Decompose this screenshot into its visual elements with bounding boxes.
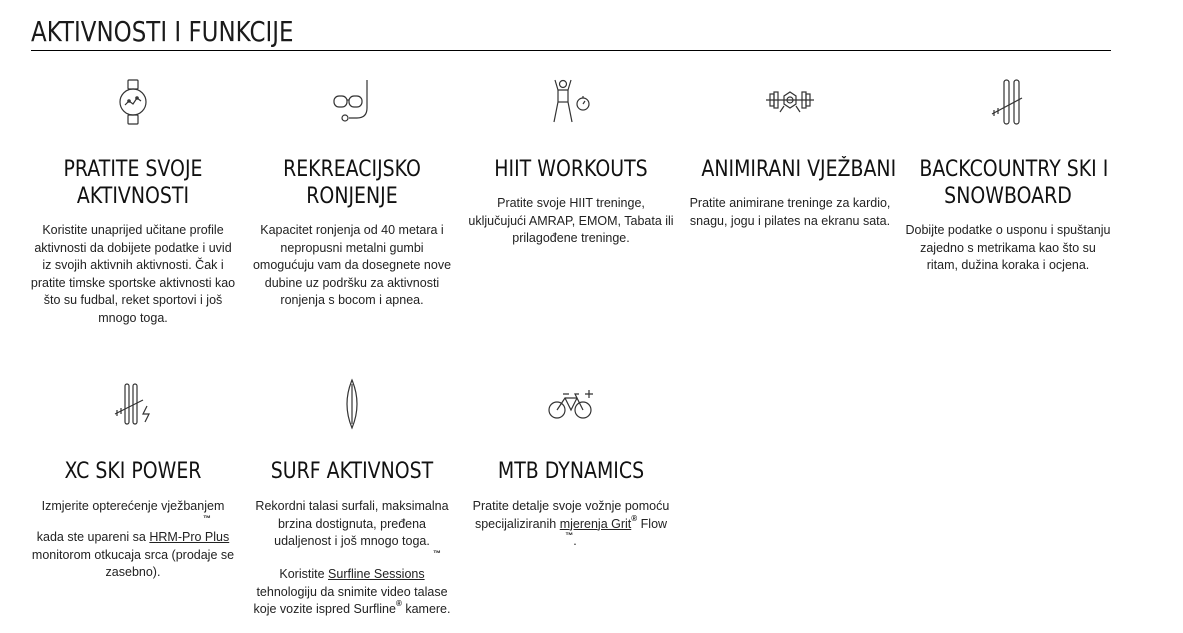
feature-description: Pratite animirane treninge za kardio, snagu, jogu i pilates na ekranu sata. bbox=[689, 196, 891, 228]
hrm-pro-plus-link[interactable]: HRM-Pro Plus bbox=[149, 530, 230, 544]
feature-description: Rekordni talasi surfali, maksimalna brzina dostignuta, pređena udaljenost i još mnogo toga. ™ Koristite Surfline Sessions tehnologiju da snimite video talase koje vozite ispred Surfline® kamere. bbox=[253, 499, 451, 616]
surfboard-icon bbox=[324, 376, 380, 432]
mountain-bike-icon bbox=[543, 376, 599, 432]
feature-description: Pratite detalje svoje vožnje pomoću specijaliziranih mjerenja Grit® Flow ™. bbox=[472, 499, 670, 548]
feature-title: PRATITE SVOJE AKTIVNOSTI bbox=[63, 157, 203, 209]
grit-flow-link[interactable]: mjerenja Grit bbox=[559, 516, 632, 531]
surfline-sessions-link[interactable]: Surfline Sessions bbox=[328, 567, 425, 581]
feature-title: HIIT WORKOUTS bbox=[494, 157, 648, 182]
snorkel-mask-icon bbox=[324, 74, 380, 130]
feature-title: MTB DYNAMICS bbox=[497, 459, 645, 484]
feature-title: XC SKI POWER bbox=[64, 459, 202, 484]
feature-title: BACKCOUNTRY SKI I SNOWBOARD bbox=[919, 157, 1109, 209]
feature-title: ANIMIRANI VJEŽBANI bbox=[701, 157, 897, 182]
section-title: AKTIVNOSTI I FUNKCIJE bbox=[31, 15, 294, 48]
watch-activity-icon bbox=[105, 74, 161, 130]
feature-description: Koristite unaprijed učitane profile aktivnosti da dobijete podatke i uvid iz svojih aktivnih aktivnosti. Čak i pratite timske sportske aktivnosti kao što su fudbal, reket sportovi i još mnogo toga. bbox=[30, 223, 236, 325]
feature-description: Dobijte podatke o usponu i spuštanju zajedno s metrikama kao što su ritam, dužina koraka i ocjena. bbox=[905, 223, 1111, 272]
hiit-person-timer-icon bbox=[543, 74, 599, 130]
feature-title: REKREACIJSKO RONJENJE bbox=[283, 157, 421, 209]
feature-description: Kapacitet ronjenja od 40 metara i nepropusni metalni gumbi omogućuju vam da dosegnete nove dubine uz podršku za aktivnosti ronjenja s bocom i apnea. bbox=[252, 223, 452, 307]
feature-title: SURF AKTIVNOST bbox=[270, 459, 434, 484]
xc-ski-power-icon bbox=[105, 376, 161, 432]
barbell-icon bbox=[762, 74, 818, 130]
feature-description: Izmjerite opterećenje vježbanjem ™ kada ste upareni sa HRM-Pro Plus monitorom otkucaja srca (prodaje se zasebno). bbox=[31, 499, 235, 579]
title-divider bbox=[31, 50, 1111, 51]
backcountry-ski-icon bbox=[980, 74, 1036, 130]
feature-description: Pratite svoje HIIT treninge, uključujući AMRAP, EMOM, Tabata ili prilagođene treninge. bbox=[468, 196, 674, 245]
